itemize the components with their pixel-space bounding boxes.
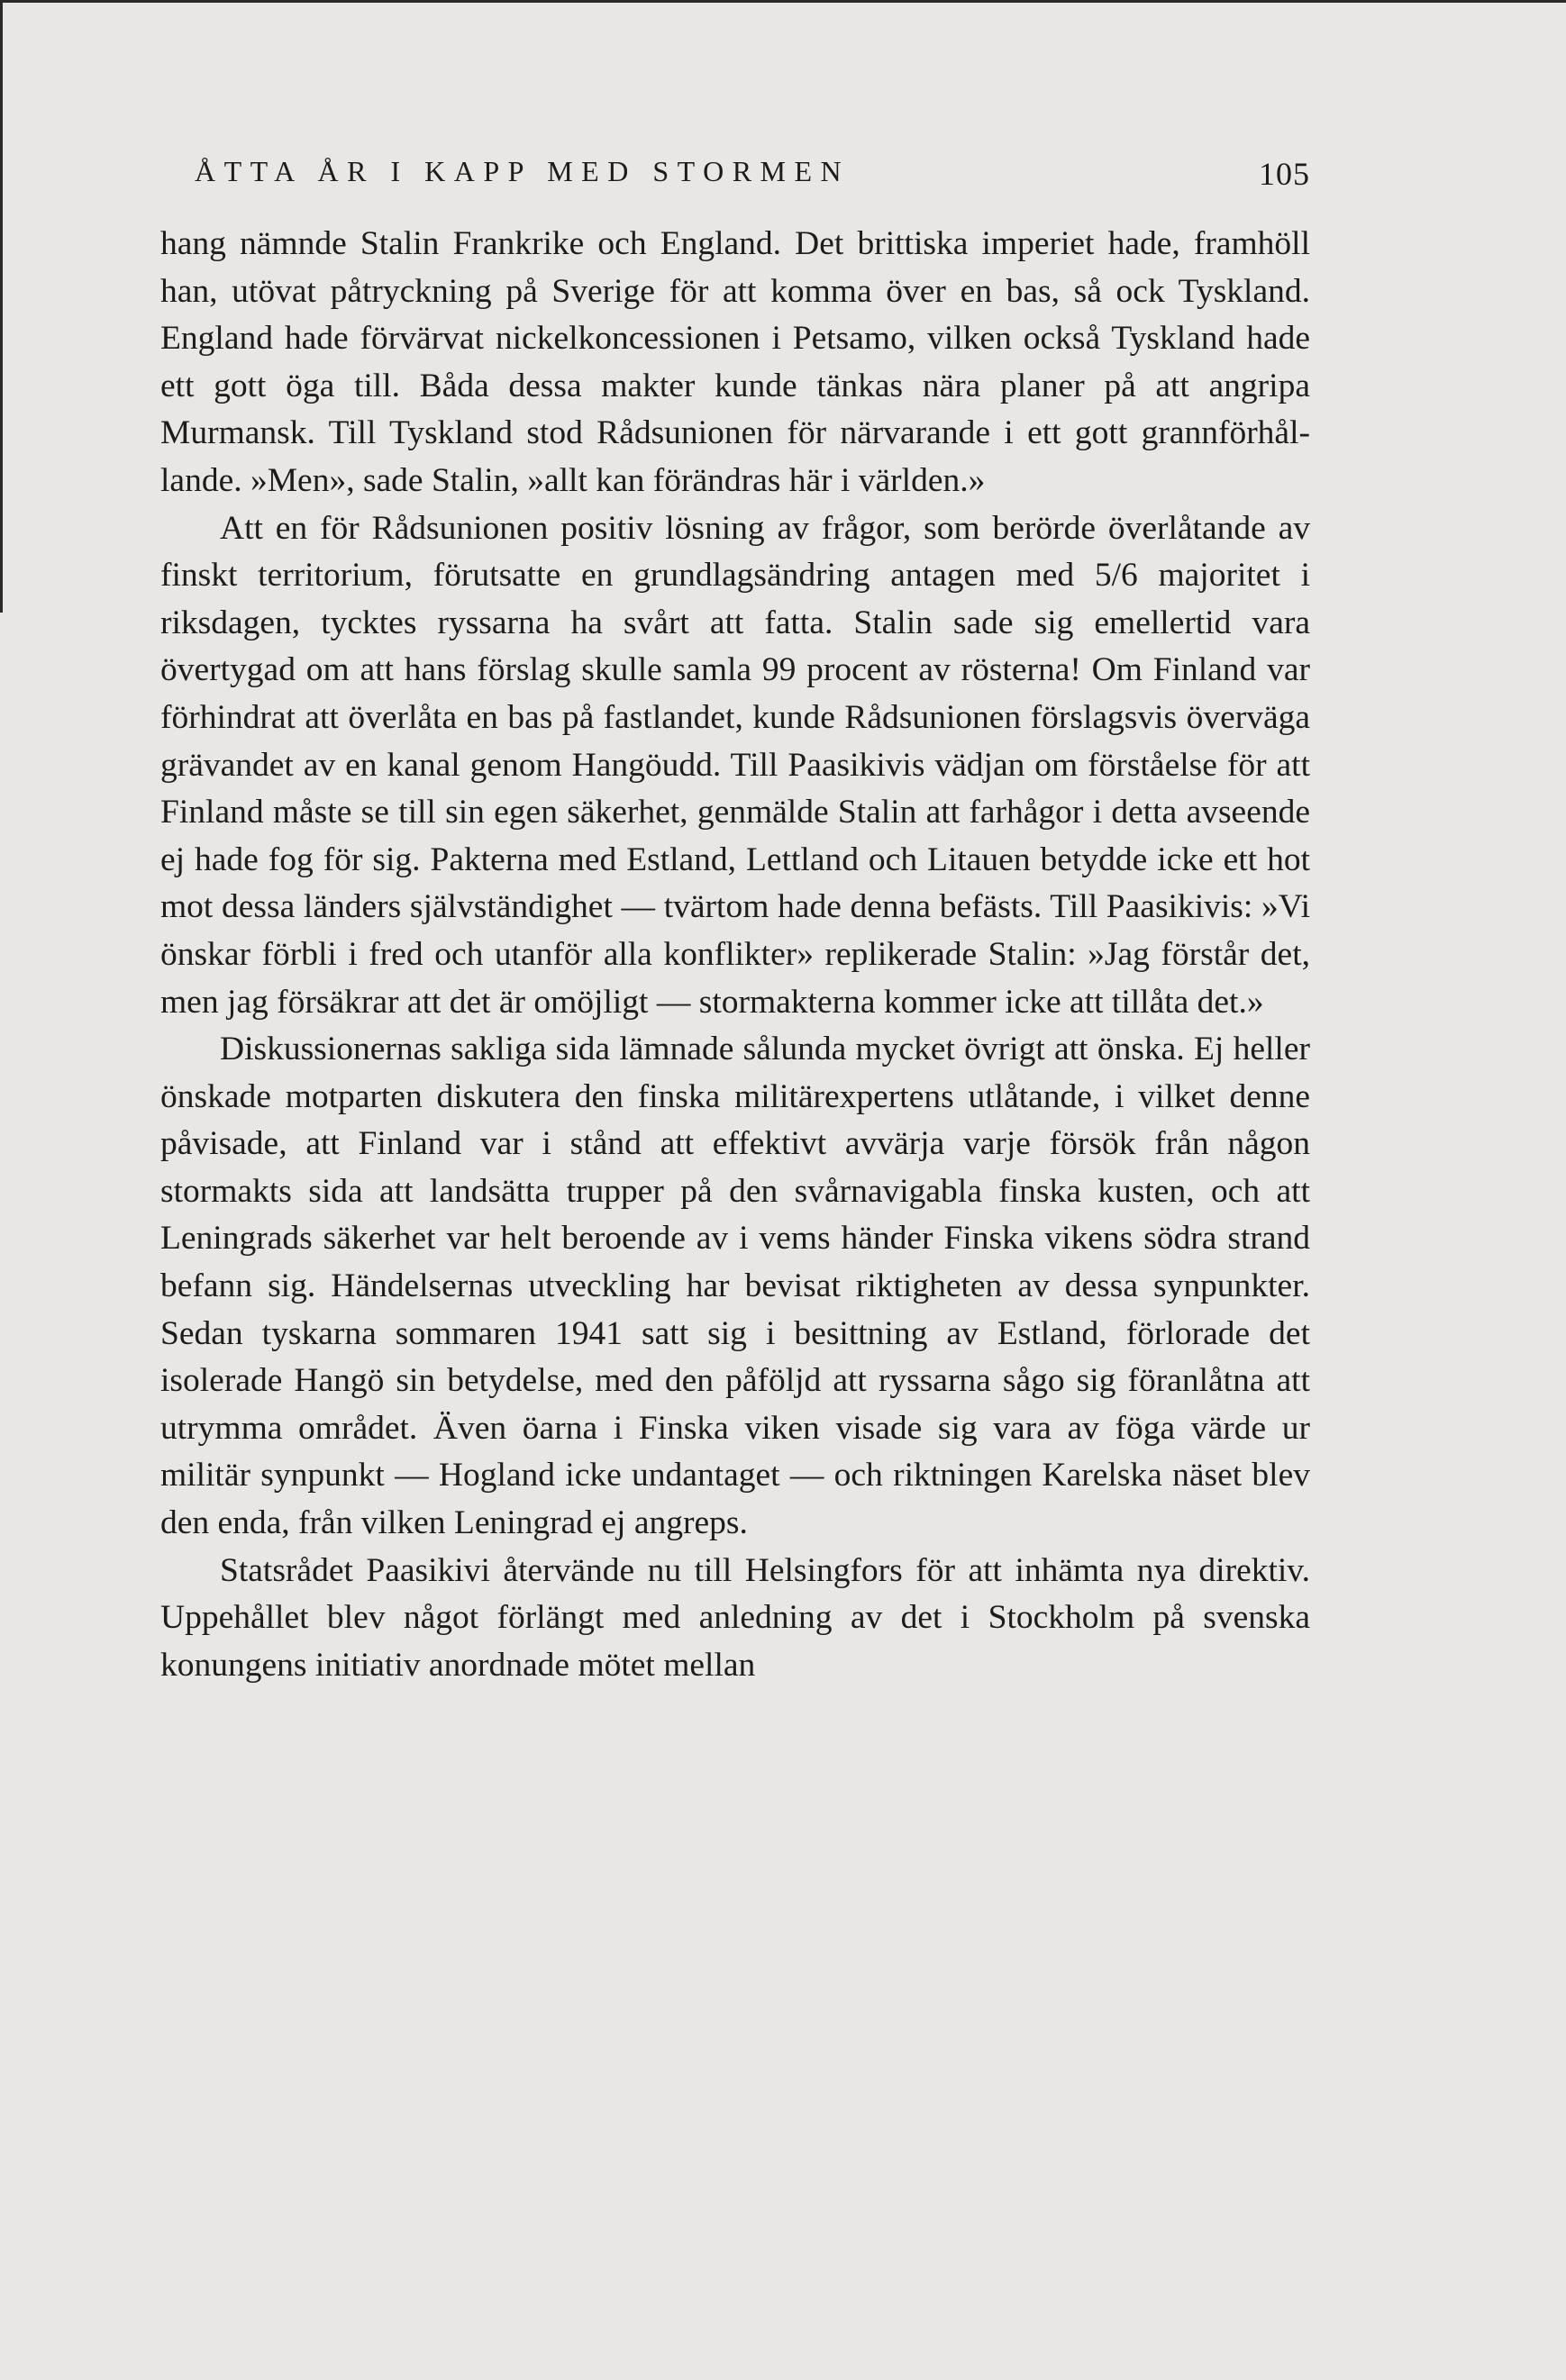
scan-edge-left xyxy=(0,0,3,613)
page-number: 105 xyxy=(1259,156,1310,192)
body-text xyxy=(160,221,1310,1689)
page-header xyxy=(160,151,1310,196)
running-title: ÅTTA ÅR I KAPP MED STORMEN xyxy=(195,155,851,187)
paragraph-2: Att en för Rådsunionen positiv lösning av frågor, som berörde överlåtande av finskt territorium, förutsatte en grundlagsändring antagen med 5/6 majoritet i riksdagen, tycktes ryssarna ha svårt att fatta. Stalin sade sig emellertid vara övertygad om att hans förslag skulle samla 99 procent av rösterna! Om Finland var förhindrat att överlåta en bas på fastlandet, kunde Rådsunionen förslagsvis överväga grävandet av en kanal genom Hangöudd. Till Paasikivis vädjan om förståelse för att Finland måste se till sin egen säkerhet, genmälde Stalin att farhågor i detta avseende ej hade fog för sig. Pakterna med Estland, Lettland och Litauen betydde icke ett hot mot dessa länders självständighet — tvärtom hade denna befästs. Till Paasikivis: »Vi önskar förbli i fred och utanför alla konflikter» replikerade Stalin: »Jag förstår det, men jag försäkrar att det är omöjligt — stormakterna kommer icke att tillåta det.» xyxy=(160,509,1310,1021)
scan-edge-top xyxy=(0,0,1566,3)
paragraph-1: hang nämnde Stalin Frankrike och England. Det brittiska imperiet hade, framhöll han, utövat påtryckning på Sverige för att komma över en bas, så ock Tyskland. England hade förvärvat nickelkoncessionen i Petsamo, vilken också Tyskland hade ett gott öga till. Båda dessa makter kunde tänkas nära planer på att angripa Murmansk. Till Tyskland stod Rådsunionen för närvarande i ett gott grannförhållande. »Men», sade Stalin, »allt kan förändras här i världen.» xyxy=(160,225,1310,499)
paragraph-3: Diskussionernas sakliga sida lämnade sålunda mycket övrigt att önska. Ej heller önskade motparten diskutera den finska militärexpertens utlåtande, i vilket denne påvisade, att Finland var i stånd att effektivt avvärja varje försök från någon stormakts sida att landsätta trupper på den svårnavigabla finska kusten, och att Leningrads säkerhet var helt beroende av i vems händer Finska vikens södra strand befann sig. Händelsernas utveckling har bevisat riktigheten av dessa synpunkter. Sedan tyskarna sommaren 1941 satt sig i besittning av Estland, förlorade det isolerade Hangö sin betydelse, med den påföljd att ryssarna sågo sig föranlåtna att utrymma området. Även öarna i Finska viken visade sig vara av föga värde ur militär synpunkt — Hogland icke undantaget — och riktningen Karelska näset blev den enda, från vilken Leningrad ej angreps. xyxy=(160,1031,1310,1542)
paragraph-4: Statsrådet Paasikivi återvände nu till Helsingfors för att inhämta nya direktiv. Uppehållet blev något förlängt med anledning av det i Stockholm på svenska konungens initiativ anordnade mötet mellan xyxy=(160,1551,1310,1684)
